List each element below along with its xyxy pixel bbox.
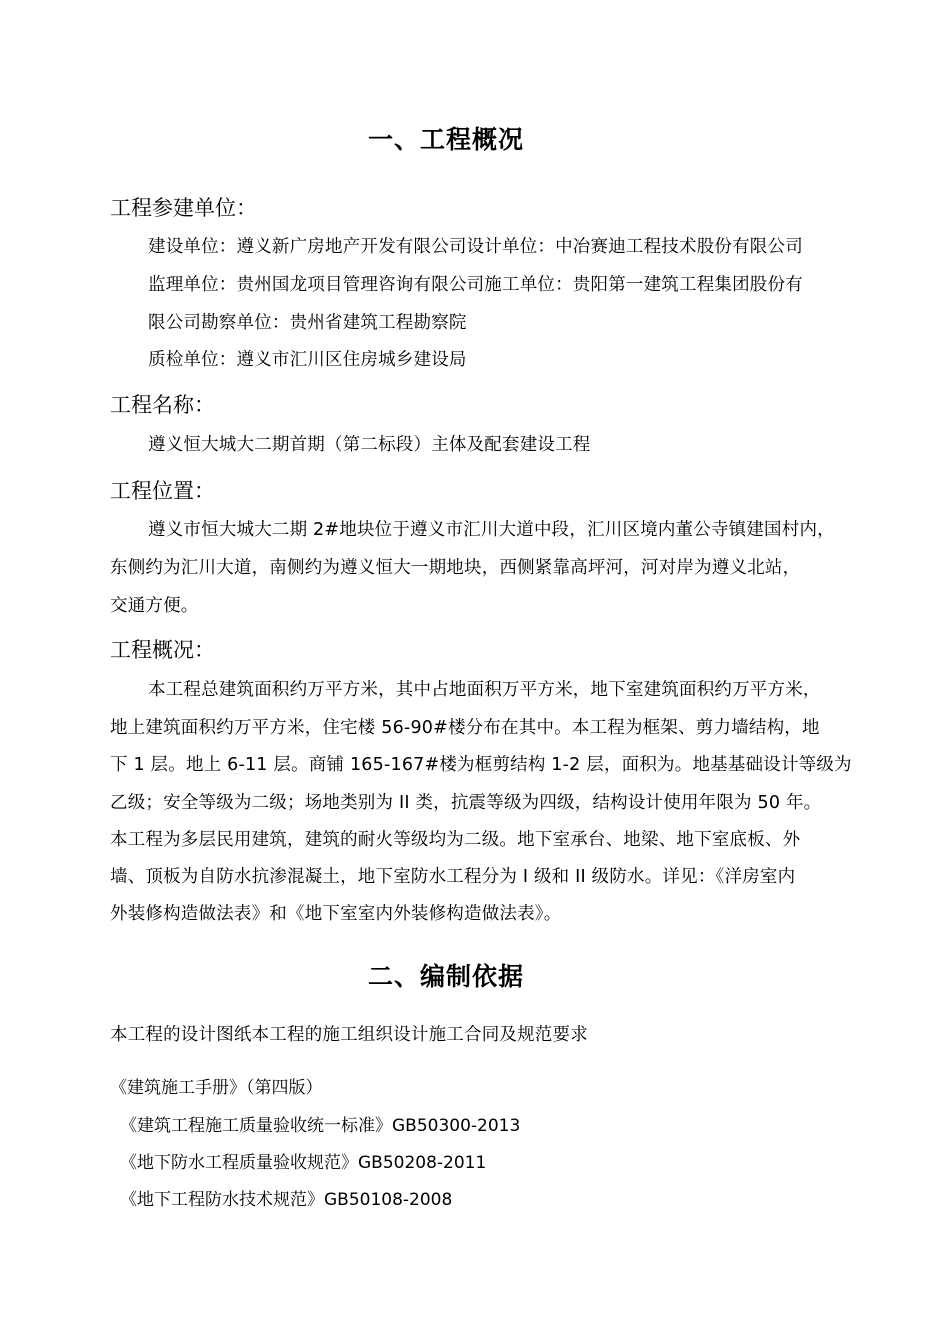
project-name-heading: 工程名称： [110,393,215,417]
reference-item: 《地下防水工程质量验收规范》GB50208-2011 [120,1153,487,1173]
participants-heading: 工程参建单位： [110,196,257,220]
section-title-overview: 一、工程概况 [368,125,525,154]
location-heading: 工程位置： [110,479,215,503]
overview-line: 墙、顶板为自防水抗渗混凝土，地下室防水工程分为 I 级和 II 级防水。详见：《洋房室内 [110,867,796,887]
location-line: 东侧约为汇川大道，南侧约为遵义恒大一期地块，西侧紧靠高坪河，河对岸为遵义北站， [110,558,801,578]
overview-line: 乙级；安全等级为二级；场地类别为 II 类，抗震等级为四级，结构设计使用年限为 50 年。 [110,793,822,813]
overview-heading: 工程概况： [110,638,215,662]
participants-line: 监理单位：贵州国龙项目管理咨询有限公司施工单位：贵阳第一建筑工程集团股份有 [148,275,803,295]
overview-line: 本工程总建筑面积约万平方米，其中占地面积万平方米，地下室建筑面积约万平方米， [148,680,821,700]
overview-line: 外装修构造做法表》和《地下室室内外装修构造做法表》。 [110,904,562,924]
basis-intro: 本工程的设计图纸本工程的施工组织设计施工合同及规范要求 [110,1025,588,1045]
section-title-basis: 二、编制依据 [368,962,525,991]
project-name-text: 遵义恒大城大二期首期（第二标段）主体及配套建设工程 [148,435,591,455]
location-line: 交通方便。 [110,596,199,616]
overview-line: 下 1 层。地上 6-11 层。商铺 165-167#楼为框剪结构 1-2 层，面积为。地基基础设计等级为 [110,755,852,775]
reference-item: 《建筑施工手册》（第四版） [110,1078,323,1098]
overview-line: 地上建筑面积约万平方米，住宅楼 56-90#楼分布在其中。本工程为框架、剪力墙结构，地 [110,718,820,738]
participants-line: 质检单位：遵义市汇川区住房城乡建设局 [148,350,467,370]
participants-line: 限公司勘察单位：贵州省建筑工程勘察院 [148,313,467,333]
reference-item: 《建筑工程施工质量验收统一标准》GB50300-2013 [120,1116,521,1136]
participants-line: 建设单位：遵义新广房地产开发有限公司设计单位：中冶赛迪工程技术股份有限公司 [148,237,803,257]
overview-line: 本工程为多层民用建筑，建筑的耐火等级均为二级。地下室承台、地梁、地下室底板、外 [110,830,801,850]
location-line: 遵义市恒大城大二期 2#地块位于遵义市汇川大道中段，汇川区境内董公寺镇建国村内， [148,520,835,540]
reference-item: 《地下工程防水技术规范》GB50108-2008 [120,1190,453,1210]
